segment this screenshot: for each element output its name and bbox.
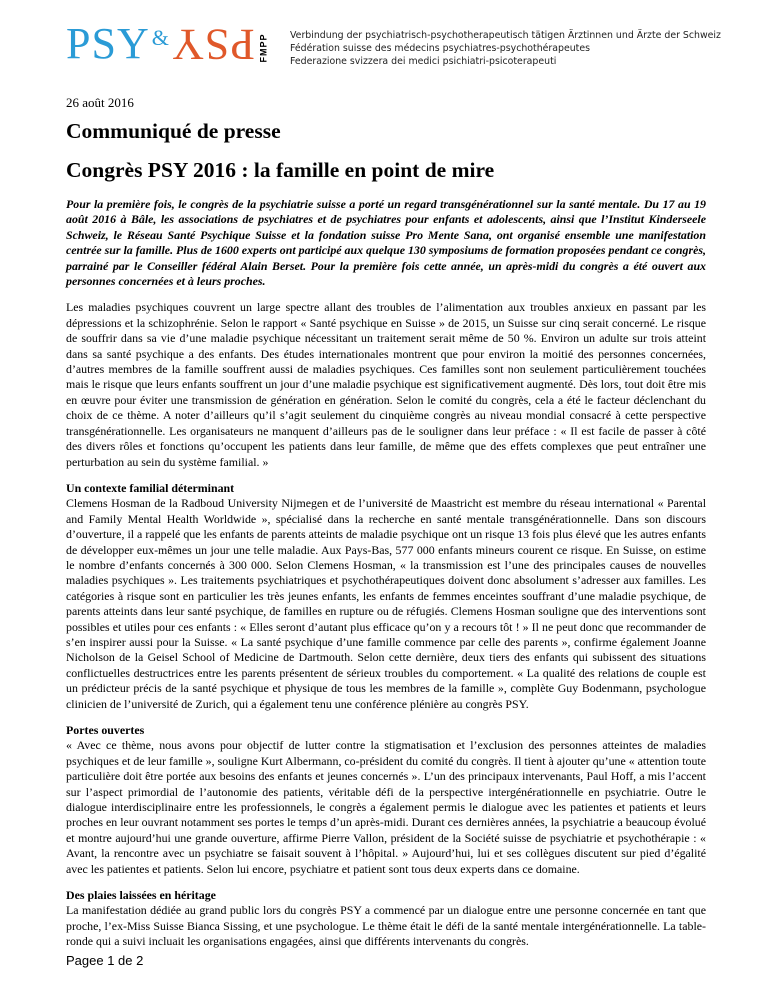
organization-names (290, 29, 721, 68)
press-release-body (66, 197, 706, 961)
section-heading: Portes ouvertes (66, 723, 145, 737)
page-number: Pagee 1 de 2 (66, 953, 144, 968)
section-text: Clemens Hosman de la Radboud University Nijmegen et de l’université de Maastricht est membre du réseau international « Parental and Family Mental Health Worldwide », spécialisé dans la recherche en santé mentale transgénérationnelle. Dans son discours d’ouverture, il a rappelé que les enfants de parents atteints de maladie psychique ont un risque 13 fois plus élevé que les autres enfants de développer eux-mêmes un jour une telle maladie. Aux Pays-Bas, 577 000 enfants mineurs courent ce risque. En Suisse, on estime le nombre d’enfants concernés à 300 000. Selon Clemens Hosman, « la transmission est l’une des principales causes de nouvelles maladies psychiques ». Les traitements psychiatriques et psychothérapeutiques doivent donc absolument s’adresser aux familles. Les catégories à risque sont en particulier les très jeunes enfants, les enfants de femmes enceintes souffrant d’une maladie psychique, de parents atteints dans leur santé psychique, de familles en rupture ou de réfugiés. Clemens Hosman souligne que des interventions sont possibles et utiles pour ces enfants : « Elles seront d’autant plus efficace qu’on y a recours tôt ! » Il ne peut donc que recommander de s’en inspirer aussi pour la Suisse. « La santé psychique d’une famille commence par celle des parents », confirme également Joanne Nicholson de la Geisel School of Medicine de Dartmouth. Selon cette dernière, deux tiers des enfants qui subissent des situations conflictuelles destructrices entre les parents présentent de sérieux troubles du comportement. « La qualité des relations de couple est un prédicteur précis de la santé psychique et physique de tous les membres de la famille », complète Guy Bodenmann, psychologue clinicien de l’université de Zurich, qui a également tenu une conférence plénière au congrès PSY. (66, 496, 706, 711)
section-portes-ouvertes (66, 723, 706, 877)
document-date: 26 août 2016 (66, 95, 134, 110)
intro-paragraph: Les maladies psychiques couvrent un large spectre allant des troubles de l’alimentation aux troubles anxieux en passant par les dépressions et la schizophrénie. Selon le rapport « Santé psychique en Suisse » de 2015, un Suisse sur cinq serait concerné. Le risque de souffrir dans sa vie d’une maladie psychique nécessitant un traitement serait même de 50 %. Environ un adulte sur trois atteint dans sa santé psychique a des enfants. Des études internationales montrent que pour environ la moitié des personnes concernées, d’autres membres de la famille souffrent aussi de maladies psychiques. Ces familles sont non seulement particulièrement touchées mais le risque que leurs enfants souffrent un jour d’une maladie psychique est significativement augmenté. Dès lors, tout doit être mis en œuvre pour éviter une transmission de génération en génération. Selon le comité du congrès, cela a été le facteur déclenchant du choix de ce thème. A noter d’ailleurs qu’il s’agit seulement du cinquième congrès au niveau mondial consacré à cette perspective transgénérationnelle. Les organisateurs ne manquent d’ailleurs pas de le souligner dans leur préface : « Il est facile de passer à côté des divers rôles et fonctions qu’occupent les patients dans leur famille, de même que des effets complexes que peut entraîner une perturbation au sein du système familial. » (66, 300, 706, 469)
section-heading: Des plaies laissées en héritage (66, 888, 216, 903)
section-text: La manifestation dédiée au grand public lors du congrès PSY a commencé par un dialogue entre une personne concernée en tant que proche, l’ex-Miss Suisse Bianca Sissing, et une psychologue. Le thème était le défi de la santé mentale intergénérationnelle. La table-ronde qui a suivi incluait les organisations engagées, ainsi que différents intervenants du congrès. (66, 903, 706, 949)
section-contexte-familial (66, 481, 706, 712)
psy-logo (66, 20, 255, 68)
logo-psy-blue: PSY (66, 19, 150, 68)
page-subtitle: Congrès PSY 2016 : la famille en point de mire (66, 158, 495, 182)
page-title: Communiqué de presse (66, 119, 281, 143)
org-name-de: Verbindung der psychiatrisch-psychotherapeutisch tätigen Ärztinnen und Ärzte der Schweiz (290, 30, 721, 41)
lead-paragraph: Pour la première fois, le congrès de la psychiatrie suisse a porté un regard transgénérationnel sur la santé mentale. Du 17 au 19 août 2016 à Bâle, les associations de psychiatres et de psychiatres pour enfants et adolescents, ainsi que l’Institut Kinderseele Schweiz, le Réseau Santé Psychique Suisse et la fondation suisse Pro Mente Sana, ont organisé ensemble une manifestation centrée sur la famille. Plus de 1600 experts ont participé aux quelque 130 symposiums de formation proposées pendant ce congrès, parrainé par le Conseiller fédéral Alain Berset. Pour la première fois cette année, un après-midi du congrès a été ouvert aux personnes concernées et à leurs proches. (66, 197, 706, 289)
section-text: « Avec ce thème, nous avons pour objectif de lutter contre la stigmatisation et l’exclusion des personnes atteintes de maladies psychiques et de leur famille », souligne Kurt Albermann, co-président du comité du congrès. Il tient à ajouter qu’une « attention toute particulière doit être portée aux besoins des enfants et jeunes concernés ». L’un des principaux intervenants, Paul Hoff, a mis l’accent sur l’aspect primordial de l’autonomie des patients, véritable défi de la perspective intergénérationnelle en psychiatrie. Outre le dialogue interdisciplinaire entre les professionnels, le congrès a également permis le dialogue avec les patientes et patients et leurs proches en leur ouvrant notamment ses portes le temps d’un après-midi. Durant ces dernières années, la psychiatrie a beaucoup évolué et montre aujourd’hui une grande ouverture, affirme Pierre Vallon, président de la Société suisse de psychiatrie et psychothérapie : « Avant, la rencontre avec un psychiatre se faisait souvent à l’hôpital. » Aujourd’hui, lui et ses collègues discutent sur pied d’égalité avec les patientes et patients. Selon lui encore, psychiatre et patient sont tous deux experts dans ce domaine. (66, 738, 706, 876)
fmpp-label: FMPP (258, 33, 269, 63)
logo-psy-orange-mirrored: PSY (170, 20, 255, 69)
section-heading: Un contexte familial déterminant (66, 480, 235, 495)
logo-ampersand: & (151, 25, 169, 50)
org-name-fr: Fédération suisse des médecins psychiatres-psychothérapeutes (290, 43, 590, 54)
org-name-it: Federazione svizzera dei medici psichiatri-psicoterapeuti (290, 56, 557, 67)
section-plaies-heritage (66, 888, 706, 950)
